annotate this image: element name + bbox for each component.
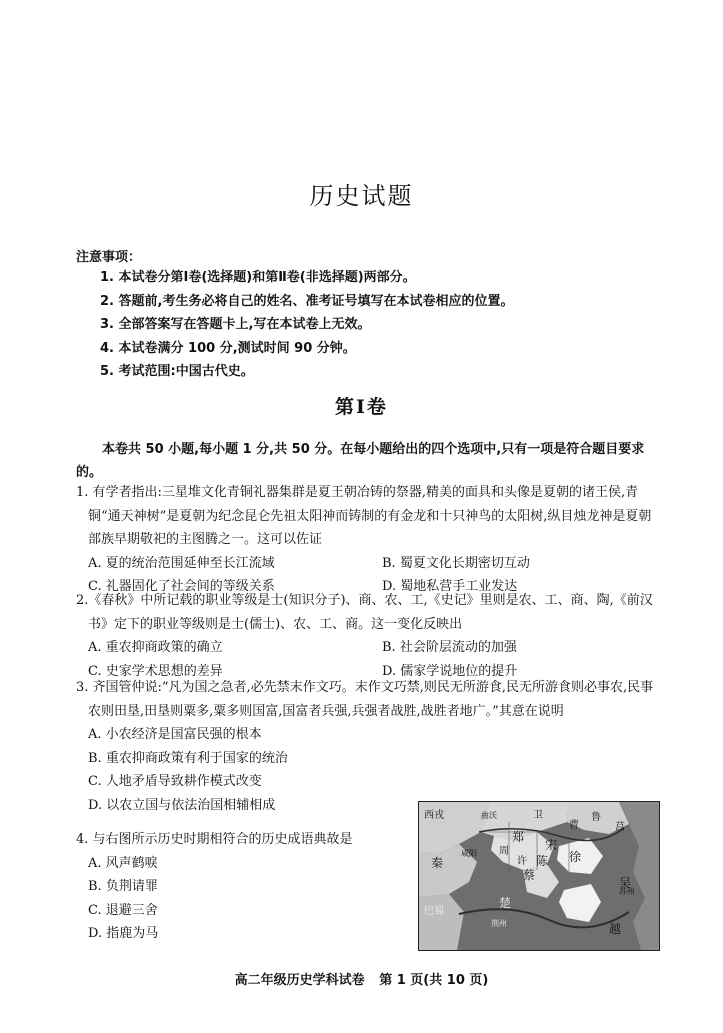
- map-label: 吴: [619, 876, 632, 890]
- question-4: [76, 828, 416, 946]
- question-1: [76, 481, 660, 599]
- option-a: A. 夏的统治范围延伸至长江流域: [88, 555, 275, 571]
- option-d: D. 儒家学说地位的提升: [382, 663, 518, 679]
- option-b: B. 社会阶层流动的加强: [382, 640, 517, 655]
- notice-list: [100, 268, 513, 386]
- map-label: 莒: [615, 822, 625, 833]
- map-label: 荆州: [491, 919, 507, 928]
- map-label: 蔡: [523, 868, 536, 882]
- notice-item: 5. 考试范围:中国古代史。: [100, 364, 254, 379]
- notice-heading: 注意事项：: [76, 250, 142, 265]
- question-2: [76, 589, 660, 683]
- question-stem: 2.《春秋》中所记载的职业等级是士(知识分子)、商、农、工,《史记》里则是农、工、商、陶,《前汉书》定下的职业等级则是士(儒士)、农、工、商。这一变化反映出: [76, 593, 653, 632]
- map-label: 越: [609, 922, 622, 936]
- page-footer: [0, 969, 723, 988]
- map-label: 苏州: [619, 887, 635, 896]
- option-c: C. 礼器固化了社会间的等级关系: [88, 579, 275, 594]
- option-a: A. 小农经济是国富民强的根本: [88, 727, 262, 742]
- map-label: 楚: [499, 896, 512, 910]
- map-label: 宋: [545, 838, 558, 852]
- option-c: C. 史家学术思想的差异: [88, 663, 223, 679]
- question-stem: 4. 与右图所示历史时期相符合的历史成语典故是: [76, 832, 353, 847]
- map-region-xin: [559, 884, 601, 922]
- option-b: B. 重农抑商政策有利于国家的统治: [88, 750, 288, 766]
- map-label: 陈: [536, 854, 549, 868]
- history-map-figure: [418, 801, 660, 951]
- section-title: 第Ⅰ卷: [335, 396, 388, 418]
- option-c: C. 人地矛盾导致耕作模式改变: [88, 774, 262, 789]
- footer-exam-name: 高二年级历史学科试卷: [234, 973, 365, 988]
- map-label: 徐: [569, 850, 582, 864]
- options: [76, 852, 416, 946]
- map-label: 西戎: [424, 810, 444, 821]
- question-stem: 3. 齐国管仲说:“凡为国之急者,必先禁末作文巧。末作文巧禁,则民无所游食,民无所游食则必事农,民事农则田垦,田垦则粟多,粟多则国富,国富者兵强,兵强者战胜,战胜者地广。”其意在说明: [76, 680, 654, 719]
- option-d: D. 以农立国与依法治国相辅相成: [88, 797, 276, 813]
- option-a: A. 重农抑商政策的确立: [88, 640, 223, 655]
- footer-page-number: 第 1 页(共 10 页): [379, 973, 489, 988]
- map-label: 鲁: [591, 812, 601, 823]
- map-label: 秦: [431, 856, 444, 870]
- map-label: 曹: [569, 820, 579, 831]
- map-label: 周: [499, 846, 509, 857]
- notice-item: 1. 本试卷分第Ⅰ卷(选择题)和第Ⅱ卷(非选择题)两部分。: [100, 270, 416, 285]
- notice-item: 3. 全部答案写在答题卡上,写在本试卷上无效。: [100, 317, 371, 332]
- notice-item: 4. 本试卷满分 100 分,测试时间 90 分钟。: [100, 340, 356, 356]
- map-label: 巴蜀: [424, 906, 444, 917]
- option-b: B. 负荆请罪: [88, 879, 158, 894]
- map-label: 卫: [533, 810, 543, 821]
- option-b: B. 蜀夏文化长期密切互动: [382, 555, 530, 571]
- map-label: 郑: [512, 830, 525, 844]
- question-3: [76, 676, 660, 817]
- map-river-yangtze: [459, 909, 629, 927]
- page-title: 历史试题: [309, 182, 414, 210]
- option-a: A. 风声鹤唳: [88, 855, 158, 871]
- map-label: 咸阳: [461, 849, 477, 858]
- option-c: C. 退避三舍: [88, 902, 158, 918]
- map-label: 许: [517, 856, 527, 867]
- map-label: 曲沃: [481, 811, 497, 820]
- option-d: D. 指鹿为马: [88, 926, 159, 941]
- option-d: D. 蜀地私营手工业发达: [382, 579, 518, 594]
- section-intro: 本卷共 50 小题,每小题 1 分,共 50 分。在每小题给出的四个选项中,只有一项是符合题目要求的。: [76, 442, 645, 480]
- notice-item: 2. 答题前,考生务必将自己的姓名、准考证号填写在本试卷相应的位置。: [100, 293, 514, 309]
- question-stem: 1. 有学者指出:三星堆文化青铜礼器集群是夏王朝冶铸的祭器,精美的面具和头像是夏朝的诸王侯,青铜“通天神树”是夏朝为纪念昆仑先祖太阳神而铸制的有金龙和十只神鸟的太阳树,纵目烛龙神是夏朝部族早期敬祀的主图腾之一。这可以佐证: [76, 485, 652, 547]
